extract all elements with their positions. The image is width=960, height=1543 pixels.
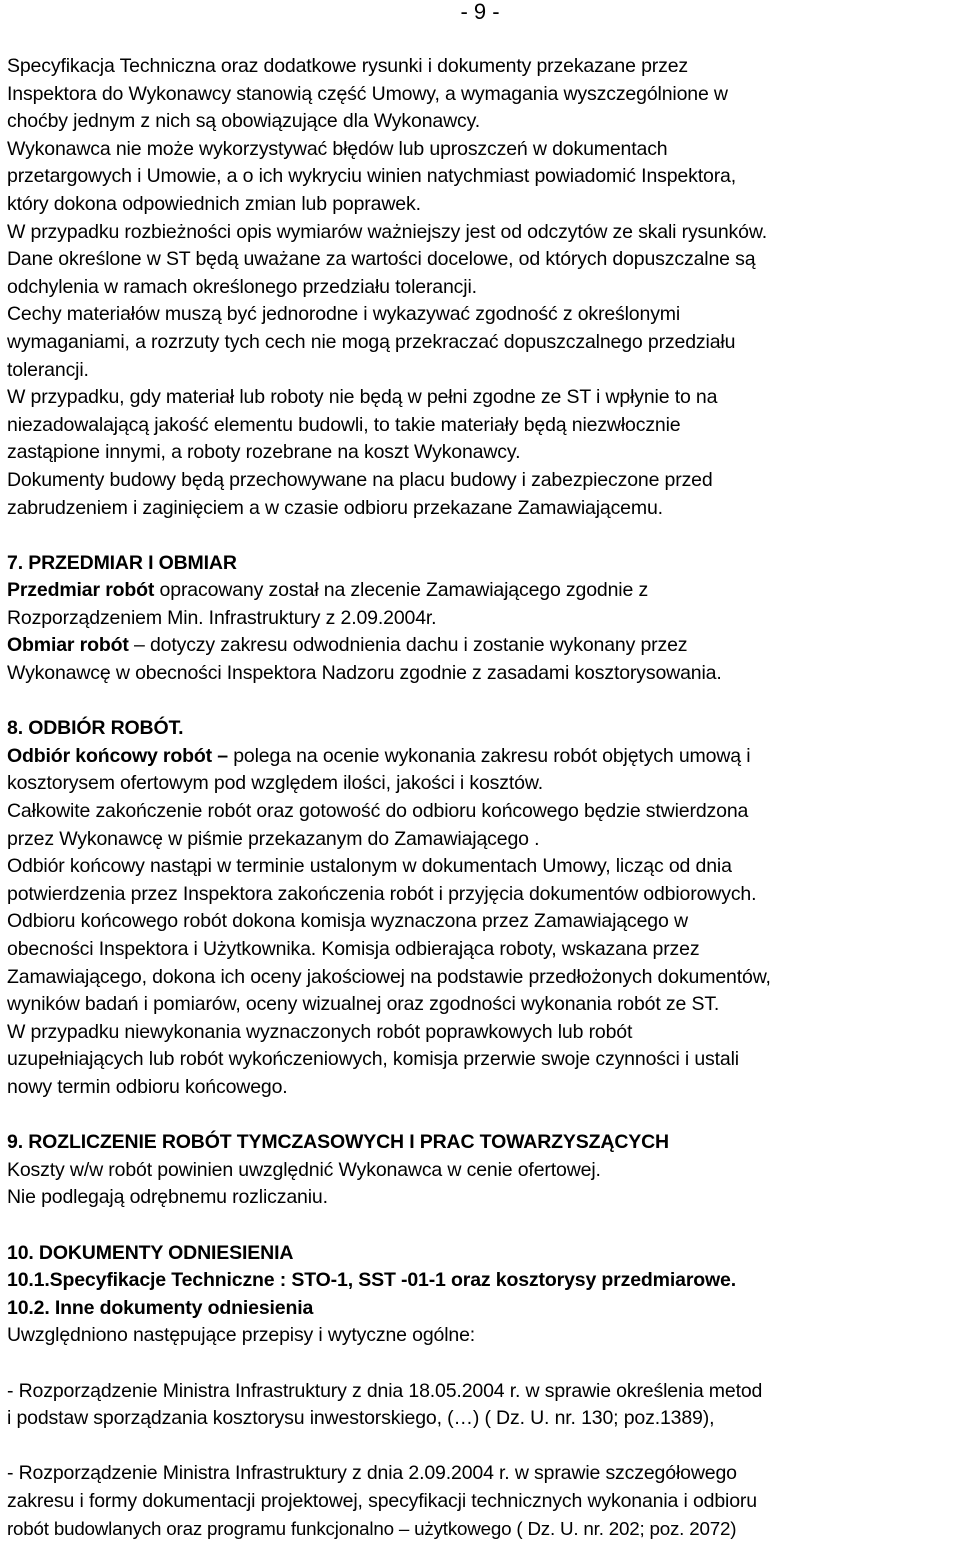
text-span: Wykonawca nie może wykorzystywać błędów lub uproszczeń w dokumentach [7,137,668,160]
text-span: niezadowalającą jakość elementu budowli, to takie materiały będą niezwłocznie [7,413,681,436]
text-span: Dane określone w ST będą uważane za wartości docelowe, od których dopuszczalne są [7,248,756,271]
text-line [7,605,957,633]
text-span: Całkowite zakończenie robót oraz gotowość do odbioru końcowego będzie stwierdzona [7,800,749,823]
text-span: zastąpione innymi, a roboty rozebrane na koszt Wykonawcy. [7,441,521,464]
text-span: Uwzględniono następujące przepisy i wytyczne ogólne: [7,1324,476,1347]
text-span: odchylenia w ramach określonego przedziału tolerancji. [7,275,477,298]
text-line [7,246,957,274]
bold-text: 10. DOKUMENTY ODNIESIENIA [7,1241,294,1264]
text-line [7,577,957,605]
text-line [7,384,957,412]
text-line [7,219,957,247]
text-span: obecności Inspektora i Użytkownika. Komisja odbierająca roboty, wskazana przez [7,938,700,960]
text-span: Odbiór końcowy nastąpi w terminie ustalonym w dokumentach Umowy, licząc od dnia [7,855,732,878]
text-line [7,1322,957,1350]
blank-line [7,1433,957,1461]
text-span: robót budowlanych oraz programu funkcjonalno – użytkowego ( Dz. U. nr. 202; poz. 2072) [7,1518,737,1540]
text-span: W przypadku rozbieżności opis wymiarów ważniejszy jest od odczytów ze skali rysunków. [7,220,767,243]
text-line [7,1129,957,1157]
text-line [7,163,957,191]
text-line [7,798,957,826]
text-span: zakresu i formy dokumentacji projektowej, specyfikacji technicznych wykonania i odbioru [7,1489,757,1512]
text-line [7,108,957,136]
text-span: przetargowych i Umowie, a o ich wykryciu winien natychmiast powiadomić Inspektora, [7,165,736,188]
text-line [7,1378,957,1406]
text-line [7,715,957,743]
text-line [7,826,957,854]
text-line [7,743,957,771]
page-number: - 9 - [460,0,500,24]
text-line [7,301,957,329]
text-line [7,274,957,302]
text-span: potwierdzenia przez Inspektora zakończenia robót i przyjęcia dokumentów odbiorowych. [7,882,757,905]
text-line [7,439,957,467]
text-span: W przypadku, gdy materiał lub roboty nie będą w pełni zgodne ze ST i wpłynie to na [7,386,718,409]
text-line [7,632,957,660]
text-line [7,1460,957,1488]
text-line [7,770,957,798]
text-span: tolerancji. [7,358,89,381]
bold-text: 7. PRZEDMIAR I OBMIAR [7,551,237,574]
text-span: Koszty w/w robót powinien uwzględnić Wykonawca w cenie ofertowej. [7,1158,601,1181]
bold-text: 10.1.Specyfikacje Techniczne : STO-1, SST -01-1 oraz kosztorysy przedmiarowe. [7,1269,737,1292]
document-body [7,53,957,1543]
blank-line [7,1350,957,1378]
text-span: Cechy materiałów muszą być jednorodne i wykazywać zgodność z określonymi [7,303,681,326]
text-line [7,991,957,1019]
text-line [7,550,957,578]
bold-text: Obmiar robót [7,634,129,657]
text-line [7,191,957,219]
text-line [7,412,957,440]
text-span: - Rozporządzenie Ministra Infrastruktury z dnia 2.09.2004 r. w sprawie szczegółowego [7,1462,737,1485]
text-line [7,908,957,936]
text-span: zabrudzeniem i zaginięciem a w czasie odbioru przekazane Zamawiającemu. [7,496,663,519]
text-line [7,1046,957,1074]
text-line [7,1157,957,1185]
text-span: Wykonawcę w obecności Inspektora Nadzoru zgodnie z zasadami kosztorysowania. [7,662,722,685]
text-span: kosztorysem ofertowym pod względem ilości, jakości i kosztów. [7,772,543,795]
bold-text: 8. ODBIÓR ROBÓT. [7,717,184,740]
text-line [7,53,957,81]
text-span: i podstaw sporządzania kosztorysu inwestorskiego, (…) ( Dz. U. nr. 130; poz.1389), [7,1407,715,1430]
text-line [7,1405,957,1433]
text-line [7,81,957,109]
text-span: W przypadku niewykonania wyznaczonych robót poprawkowych lub robót [7,1020,633,1043]
bold-text: 10.2. Inne dokumenty odniesienia [7,1296,314,1319]
text-line [7,660,957,688]
text-line [7,1074,957,1102]
text-span: opracowany został na zlecenie Zamawiającego zgodnie z [154,579,649,602]
text-line [7,357,957,385]
text-span: wymaganiami, a rozrzuty tych cech nie mogą przekraczać dopuszczalnego przedziału [7,330,736,353]
text-line [7,1295,957,1323]
text-span: przez Wykonawcę w piśmie przekazanym do Zamawiającego . [7,827,540,850]
text-line [7,1240,957,1268]
text-line [7,1267,957,1295]
text-line [7,964,957,992]
text-span: Rozporządzeniem Min. Infrastruktury z 2.09.2004r. [7,606,437,629]
bold-text: Odbiór końcowy robót – [7,744,234,767]
text-line [7,467,957,495]
text-line [7,1515,957,1543]
blank-line [7,1212,957,1240]
text-span: Zamawiającego, dokona ich oceny jakościowej na podstawie przedłożonych dokumentów, [7,965,771,988]
text-span: nowy termin odbioru końcowego. [7,1075,288,1098]
text-line [7,136,957,164]
text-line [7,853,957,881]
text-span: który dokona odpowiednich zmian lub poprawek. [7,192,421,215]
text-line [7,936,957,964]
blank-line [7,688,957,716]
text-span: Dokumenty budowy będą przechowywane na placu budowy i zabezpieczone przed [7,468,713,491]
text-line [7,329,957,357]
text-line [7,1488,957,1516]
text-span: polega na ocenie wykonania zakresu robót objętych umową i [233,744,751,767]
text-line [7,495,957,523]
text-span: Odbioru końcowego robót dokona komisja wyznaczona przez Zamawiającego w [7,910,688,933]
text-line [7,1019,957,1047]
text-span: Specyfikacja Techniczna oraz dodatkowe rysunki i dokumenty przekazane przez [7,55,689,77]
text-span: – dotyczy zakresu odwodnienia dachu i zostanie wykonany przez [128,634,688,657]
text-line [7,881,957,909]
bold-text: 9. ROZLICZENIE ROBÓT TYMCZASOWYCH I PRAC TOWARZYSZĄCYCH [7,1131,669,1154]
blank-line [7,1102,957,1130]
text-span: - Rozporządzenie Ministra Infrastruktury z dnia 18.05.2004 r. w sprawie określenia metod [7,1379,763,1402]
blank-line [7,522,957,550]
text-span: choćby jednym z nich są obowiązujące dla Wykonawcy. [7,110,481,133]
text-span: uzupełniających lub robót wykończeniowych, komisja przerwie swoje czynności i ustali [7,1048,739,1071]
bold-text: Przedmiar robót [7,579,155,602]
text-span: wyników badań i pomiarów, oceny wizualnej oraz zgodności wykonania robót ze ST. [7,993,720,1016]
text-span: Nie podlegają odrębnemu rozliczaniu. [7,1186,328,1209]
text-span: Inspektora do Wykonawcy stanowią część Umowy, a wymagania wyszczególnione w [7,82,728,105]
text-line [7,1184,957,1212]
